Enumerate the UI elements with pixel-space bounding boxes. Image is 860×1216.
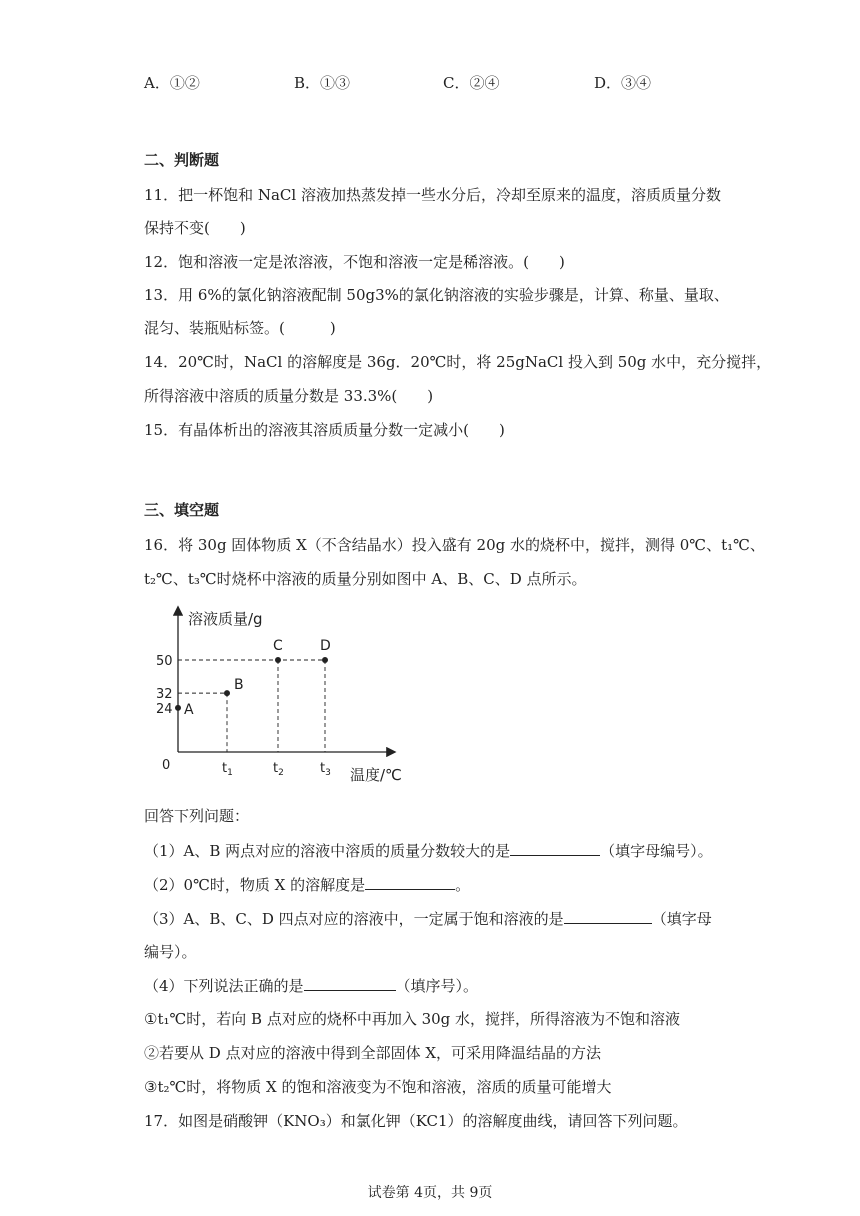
y-tick-label-24: 24 xyxy=(156,701,173,717)
part-2 xyxy=(144,874,470,895)
point-label-D: D xyxy=(320,638,331,654)
part-3-blank[interactable] xyxy=(564,908,652,924)
y-tick-label-50: 50 xyxy=(156,654,173,669)
point-label-C: C xyxy=(273,638,283,654)
statement-3: ③t₂℃时，将物质 X 的饱和溶液变为不饱和溶液，溶质的质量可能增大 xyxy=(144,1078,612,1096)
question-12: 12．饱和溶液一定是浓溶液，不饱和溶液一定是稀溶液。( ) xyxy=(144,253,565,271)
part-1-prompt: （1）A、B 两点对应的溶液中溶质的质量分数较大的是 xyxy=(144,842,511,860)
x-tick-label-t3: $t_3$ xyxy=(320,761,331,778)
page-footer: 试卷第 4页，共 9页 xyxy=(367,1185,493,1201)
part-3-prompt: （3）A、B、C、D 四点对应的溶液中，一定属于饱和溶液的是 xyxy=(144,910,564,928)
point-C xyxy=(275,657,281,663)
point-A xyxy=(175,705,181,711)
part-4 xyxy=(144,975,478,996)
option-d: D．③④ xyxy=(594,74,652,92)
question-15: 15．有晶体析出的溶液其溶质质量分数一定减小( ) xyxy=(144,421,505,439)
part-2-note: 。 xyxy=(455,876,471,894)
question-14-line-1: 14．20℃时，NaCl 的溶解度是 36g．20℃时，将 25gNaCl 投入到 50g 水中，充分搅拌， xyxy=(144,353,772,371)
question-14-line-2: 所得溶液中溶质的质量分数是 33.3%( ) xyxy=(144,387,434,405)
option-b: B．①③ xyxy=(294,74,351,92)
part-1 xyxy=(144,840,713,861)
answer-intro: 回答下列问题： xyxy=(144,807,250,825)
section-3-title: 三、填空题 xyxy=(144,501,220,519)
question-17: 17．如图是硝酸钾（KNO₃）和氯化钾（KC1）的溶解度曲线，请回答下列问题。 xyxy=(144,1112,688,1130)
point-label-B: B xyxy=(234,677,244,694)
part-2-prompt: （2）0℃时，物质 X 的溶解度是 xyxy=(144,876,366,894)
x-tick-label-t2: $t_2$ xyxy=(273,761,284,778)
question-11-line-1: 11．把一杯饱和 NaCl 溶液加热蒸发掉一些水分后，冷却至原来的温度，溶质质量分数 xyxy=(144,186,721,204)
option-c: C．②④ xyxy=(443,74,500,92)
point-D xyxy=(322,657,328,663)
part-4-prompt: （4）下列说法正确的是 xyxy=(144,977,304,995)
part-1-blank[interactable] xyxy=(510,840,600,856)
part-2-blank[interactable] xyxy=(365,874,455,890)
question-16-line-2: t₂℃、t₃℃时烧杯中溶液的质量分别如图中 A、B、C、D 点所示。 xyxy=(144,570,587,588)
part-3-note: （填字母 xyxy=(651,910,712,928)
question-13-line-1: 13．用 6%的氯化钠溶液配制 50g3%的氯化钠溶液的实验步骤是，计算、称量、量取、 xyxy=(144,286,729,304)
part-4-note: （填序号）。 xyxy=(395,977,479,995)
part-1-note: （填字母编号）。 xyxy=(600,842,713,860)
statement-1: ①t₁℃时，若向 B 点对应的烧杯中再加入 30g 水，搅拌，所得溶液为不饱和溶液 xyxy=(144,1010,681,1028)
question-11-line-2: 保持不变( ) xyxy=(144,219,246,237)
solution-mass-chart xyxy=(150,602,410,787)
origin-label: 0 xyxy=(162,758,171,773)
point-B xyxy=(224,690,230,696)
y-axis-label: 溶液质量/g xyxy=(188,610,263,628)
part-4-blank[interactable] xyxy=(304,975,396,991)
x-axis-label: 温度/℃ xyxy=(350,766,402,784)
statement-2: ②若要从 D 点对应的溶液中得到全部固体 X，可采用降温结晶的方法 xyxy=(144,1044,602,1062)
option-a: A．①② xyxy=(144,74,200,92)
part-3 xyxy=(144,908,712,929)
x-tick-label-t1: $t_1$ xyxy=(222,761,233,778)
y-tick-label-32: 32 xyxy=(156,687,173,703)
section-2-title: 二、判断题 xyxy=(144,151,220,169)
question-16-line-1: 16．将 30g 固体物质 X（不含结晶水）投入盛有 20g 水的烧杯中，搅拌，测得 0℃、t₁℃、 xyxy=(144,536,765,554)
part-3-line-2: 编号）。 xyxy=(144,943,197,961)
question-13-line-2: 混匀、装瓶贴标签。( ) xyxy=(144,319,336,337)
point-label-A: A xyxy=(184,701,194,718)
